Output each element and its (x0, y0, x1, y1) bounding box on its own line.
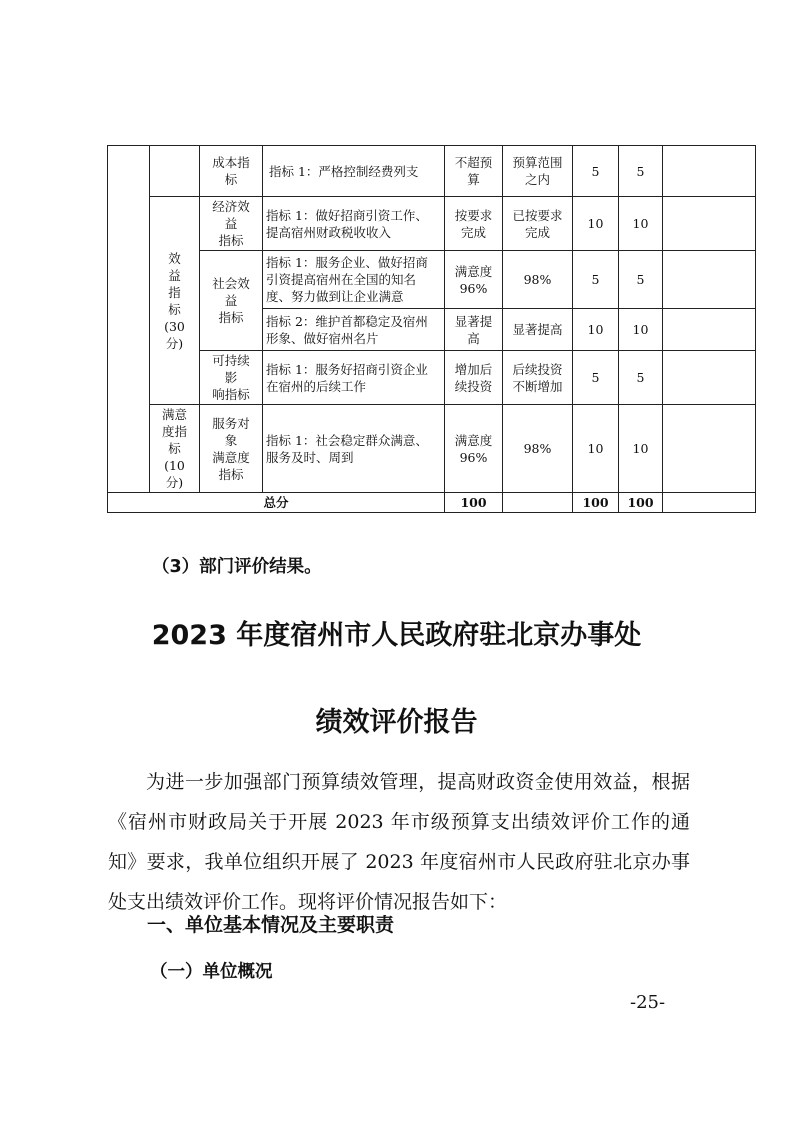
subcategory-cell (200, 351, 263, 405)
target-cell (445, 405, 503, 493)
cell-line: 指标 (218, 466, 244, 482)
weight-cell: 10 (573, 405, 619, 493)
cell-line: 高 (467, 330, 480, 346)
cell-line: 提高宿州财政税收收入 (266, 224, 392, 240)
cell-line: 不断增加 (512, 378, 563, 394)
cell-line: 益 (224, 216, 238, 231)
cell-line: 可持续 (212, 353, 250, 368)
cell-line: 不超预 (454, 155, 493, 170)
cell-line: 增加后 (454, 361, 493, 377)
actual-cell: 显著提高 (503, 309, 573, 351)
cell-line: 形象、做好宿州名片 (266, 330, 379, 346)
cell-line: 影 (224, 370, 238, 385)
cell-line: 度指 (161, 424, 187, 439)
actual-cell: 98% (503, 405, 573, 493)
cell-line: 引资提高宿州在全国的知名 (266, 272, 417, 287)
cell-line: 96% (459, 280, 488, 296)
cell-line: 之内 (524, 172, 550, 187)
paragraph-text: 为进一步加强部门预算绩效管理，提高财政资金使用效益，根据《宿州市财政局关于开展 2023 年市级预算支出绩效评价工作的通知》要求，我单位组织开展了 2023 年度宿州市人民政府驻北京办事处支出绩效评价工作。现将评价情况报告如下： (108, 771, 690, 913)
target-cell (445, 197, 503, 251)
table-cell (503, 493, 573, 513)
section-heading-1: 一、单位基本情况及主要职责 (147, 914, 395, 936)
table-cell (663, 405, 756, 493)
cell-line: 服务及时、周到 (266, 449, 354, 465)
actual-cell (503, 197, 573, 251)
cell-line: 益 (168, 267, 181, 283)
cell-line: 成本指 (212, 155, 250, 170)
cell-line: 益 (224, 293, 238, 308)
total-score: 100 (619, 493, 663, 513)
weight-cell: 10 (573, 309, 619, 351)
subcategory-cell (200, 146, 263, 197)
cell-line: 显著提 (454, 313, 493, 329)
cell-line: 指标 1：社会稳定群众满意、 (266, 432, 428, 448)
cell-line: 满意度 (212, 449, 250, 465)
page-number: -25- (630, 992, 666, 1013)
cell-line: (10 (164, 458, 185, 473)
subcategory-cell (200, 405, 263, 493)
benefit-category-cell (150, 197, 200, 405)
cell-line: 标 (168, 301, 181, 317)
cell-line: 在宿州的后续工作 (266, 378, 367, 394)
table-cell (663, 351, 756, 405)
cell-line: 按要求 (454, 207, 493, 223)
table-cell (663, 309, 756, 351)
cell-line: 标 (168, 441, 181, 456)
cell-line: 指 (168, 284, 181, 300)
cell-line: 服务对 (212, 415, 250, 431)
weight-cell: 5 (573, 351, 619, 405)
cell-line: 社会效 (212, 276, 250, 291)
section-heading-evaluation-result: （3）部门评价结果。 (152, 557, 322, 577)
cell-line: 度、努力做到让企业满意 (266, 289, 404, 304)
total-target: 100 (445, 493, 503, 513)
table-row (108, 146, 756, 197)
cell-line: 96% (459, 449, 488, 465)
report-title-line-2: 绩效评价报告 (315, 707, 478, 738)
subsection-heading-1: （一）单位概况 (150, 962, 273, 982)
cell-line: 经济效 (212, 199, 250, 214)
satisfaction-category-cell (150, 405, 200, 493)
report-title-line-1: 2023 年度宿州市人民政府驻北京办事处 (151, 620, 642, 651)
score-cell: 5 (619, 251, 663, 309)
cell-line: 指标 (218, 310, 244, 325)
target-cell (445, 351, 503, 405)
score-cell: 10 (619, 197, 663, 251)
cell-line: 续投资 (454, 378, 493, 394)
table-row (108, 405, 756, 493)
cell-line: 分) (165, 335, 184, 351)
cell-line: 已按要求 (512, 207, 563, 223)
cell-line: 满意度 (454, 263, 493, 279)
cell-line: 指标 2：维护首都稳定及宿州 (266, 313, 428, 329)
cell-line: 满意 (161, 407, 187, 422)
actual-cell (503, 351, 573, 405)
cell-line: 后续投资 (512, 361, 563, 377)
table-row-total (108, 493, 756, 513)
performance-indicator-table (107, 145, 756, 513)
score-cell: 10 (619, 405, 663, 493)
cell-line: 满意度 (454, 432, 493, 448)
cell-line: 效 (168, 250, 181, 266)
cell-line: 响指标 (212, 387, 250, 402)
score-cell: 5 (619, 351, 663, 405)
total-weight: 100 (573, 493, 619, 513)
cell-line: 标 (224, 172, 238, 187)
indicator-cell: 指标 1：严格控制经费列支 (263, 146, 445, 197)
indicator-cell (263, 197, 445, 251)
target-cell (445, 251, 503, 309)
cell-line: 指标 (218, 233, 244, 248)
weight-cell: 5 (573, 146, 619, 197)
indicator-cell (263, 405, 445, 493)
table-row (108, 351, 756, 405)
score-cell: 5 (619, 146, 663, 197)
weight-cell: 5 (573, 251, 619, 309)
cell-line: 象 (224, 432, 238, 448)
cell-line: 完成 (524, 224, 550, 240)
subcategory-cell (200, 197, 263, 251)
score-cell: 10 (619, 309, 663, 351)
table-cell (108, 146, 150, 493)
target-cell (445, 309, 503, 351)
cell-line: (30 (164, 318, 185, 334)
actual-cell: 98% (503, 251, 573, 309)
table-row (108, 251, 756, 309)
table-row (108, 197, 756, 251)
table-cell (663, 197, 756, 251)
indicator-cell (263, 251, 445, 309)
cell-line: 指标 1：做好招商引资工作、 (266, 207, 428, 223)
target-cell (445, 146, 503, 197)
table-cell (663, 493, 756, 513)
subcategory-cell (200, 251, 263, 351)
table-cell (663, 251, 756, 309)
table-cell (150, 146, 200, 197)
table-cell (663, 146, 756, 197)
indicator-cell (263, 351, 445, 405)
total-label: 总分 (108, 493, 445, 513)
cell-line: 分) (165, 475, 184, 490)
actual-cell (503, 146, 573, 197)
cell-line: 指标 1：服务好招商引资企业 (266, 361, 428, 377)
cell-line: 算 (467, 172, 480, 187)
cell-line: 指标 1：服务企业、做好招商 (266, 255, 428, 270)
cell-line: 预算范围 (512, 155, 563, 170)
indicator-cell (263, 309, 445, 351)
cell-line: 完成 (460, 224, 486, 240)
intro-paragraph (108, 762, 690, 922)
weight-cell: 10 (573, 197, 619, 251)
